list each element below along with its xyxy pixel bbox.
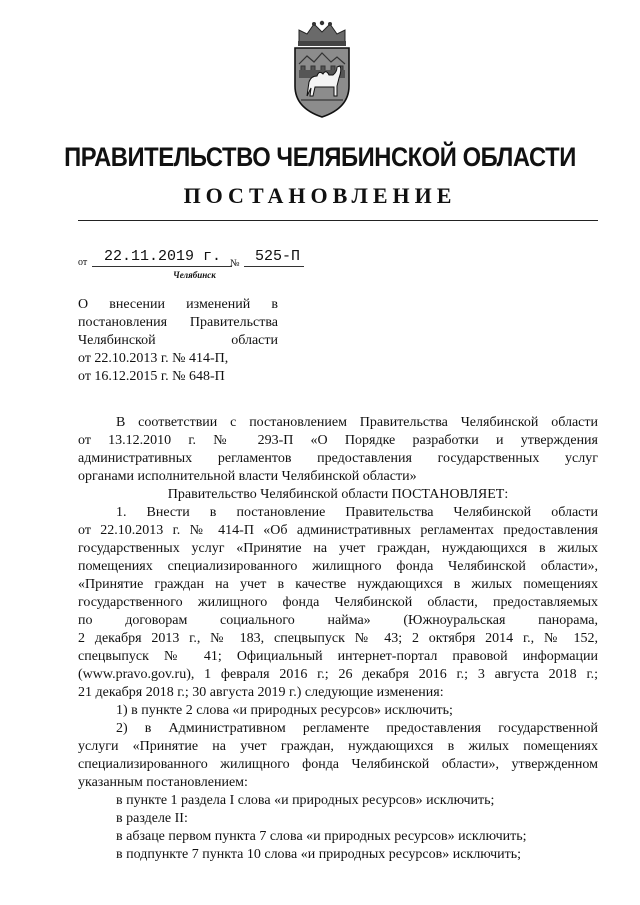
body-line: 1) в пункте 2 слова «и природных ресурсов» исключить; (116, 703, 453, 718)
date-underline (92, 266, 232, 267)
subject-line (78, 368, 278, 386)
body-line: (www.pravo.gov.ru), 1 февраля 2016 г.; 26 декабря 2016 г.; 3 августа 2018 г.; (78, 667, 598, 682)
body-line: от 13.12.2010 г. № 293-П «О Порядке разработки и утверждения (78, 433, 598, 448)
subject-line (78, 332, 278, 350)
number-label: № (230, 258, 240, 269)
subject-line (78, 314, 278, 332)
body-line: государственных услуг «Принятие на учет граждан, нуждающихся в жилых (78, 541, 598, 556)
document-subject (78, 296, 278, 386)
body-line: указанным постановлением: (78, 775, 248, 790)
document-number: 525-П (255, 248, 301, 265)
body-line: 21 декабря 2018 г.; 30 августа 2019 г.) следующие изменения: (78, 685, 444, 700)
body-line: специализированного жилищного фонда Челябинской области», утвержденном (78, 757, 598, 772)
body-line: услуги «Принятие на учет граждан, нуждающихся в жилых помещениях (78, 739, 598, 754)
subject-word: О (78, 297, 89, 312)
body-line: «Принятие граждан на учет в качестве нуждающихся в жилых помещениях (78, 577, 598, 592)
body-line: в подпункте 7 пункта 10 слова «и природных ресурсов» исключить; (116, 847, 522, 862)
body-line: В соответствии с постановлением Правительства Челябинской области (116, 415, 598, 430)
header-divider (78, 220, 598, 221)
body-line: по договорам социального найма» (Южноуральская панорама, (78, 613, 598, 628)
body-line: 2 декабря 2013 г., № 183, спецвыпуск № 43; 2 октября 2014 г., № 152, (78, 631, 598, 646)
subject-line (78, 350, 278, 368)
document-date: 22.11.2019 г. (104, 248, 222, 265)
city-name: Челябинск (173, 270, 216, 280)
subject-word: от 16.12.2015 г. № 648-П (78, 369, 225, 384)
body-line: в абзаце первом пункта 7 слова «и природных ресурсов» исключить; (116, 829, 527, 844)
subject-word: внесении (109, 297, 165, 312)
body-line: 1. Внести в постановление Правительства Челябинской области (116, 505, 598, 520)
body-line: в разделе II: (116, 811, 188, 826)
body-line: государственного жилищного фонда Челябинской области, предоставляемых (78, 595, 598, 610)
body-line: административных регламентов предоставления государственных услуг (78, 451, 598, 466)
document-type-title: ПОСТАНОВЛЕНИЕ (183, 183, 457, 208)
subject-word: постановления (78, 315, 168, 330)
body-line: 2) в Административном регламенте предоставления государственной (116, 721, 598, 736)
subject-word: в (271, 297, 278, 312)
body-line: в пункте 1 раздела I слова «и природных ресурсов» исключить; (116, 793, 495, 808)
number-underline (244, 266, 304, 267)
subject-word: области (231, 333, 278, 348)
subject-line (78, 296, 278, 314)
document-body (78, 414, 598, 864)
body-line: от 22.10.2013 г. № 414-П «Об административных регламентах предоставления (78, 523, 598, 538)
subject-word: Правительства (189, 315, 278, 330)
date-number-row (78, 248, 378, 270)
coat-of-arms-emblem (287, 20, 357, 120)
subject-word: изменений (186, 297, 251, 312)
body-line: органами исполнительной власти Челябинской области» (78, 469, 417, 484)
resolution-line: Правительство Челябинской области ПОСТАНОВЛЯЕТ: (167, 487, 509, 502)
subject-word: Челябинской (78, 333, 156, 348)
subject-word: от 22.10.2013 г. № 414-П, (78, 351, 229, 366)
government-title: ПРАВИТЕЛЬСТВО ЧЕЛЯБИНСКОЙ ОБЛАСТИ (64, 142, 576, 172)
from-label: от (78, 257, 88, 268)
body-line: помещениях специализированного жилищного фонда Челябинской области», (78, 559, 598, 574)
body-line: спецвыпуск № 41; Официальный интернет-портал правовой информации (78, 649, 598, 664)
